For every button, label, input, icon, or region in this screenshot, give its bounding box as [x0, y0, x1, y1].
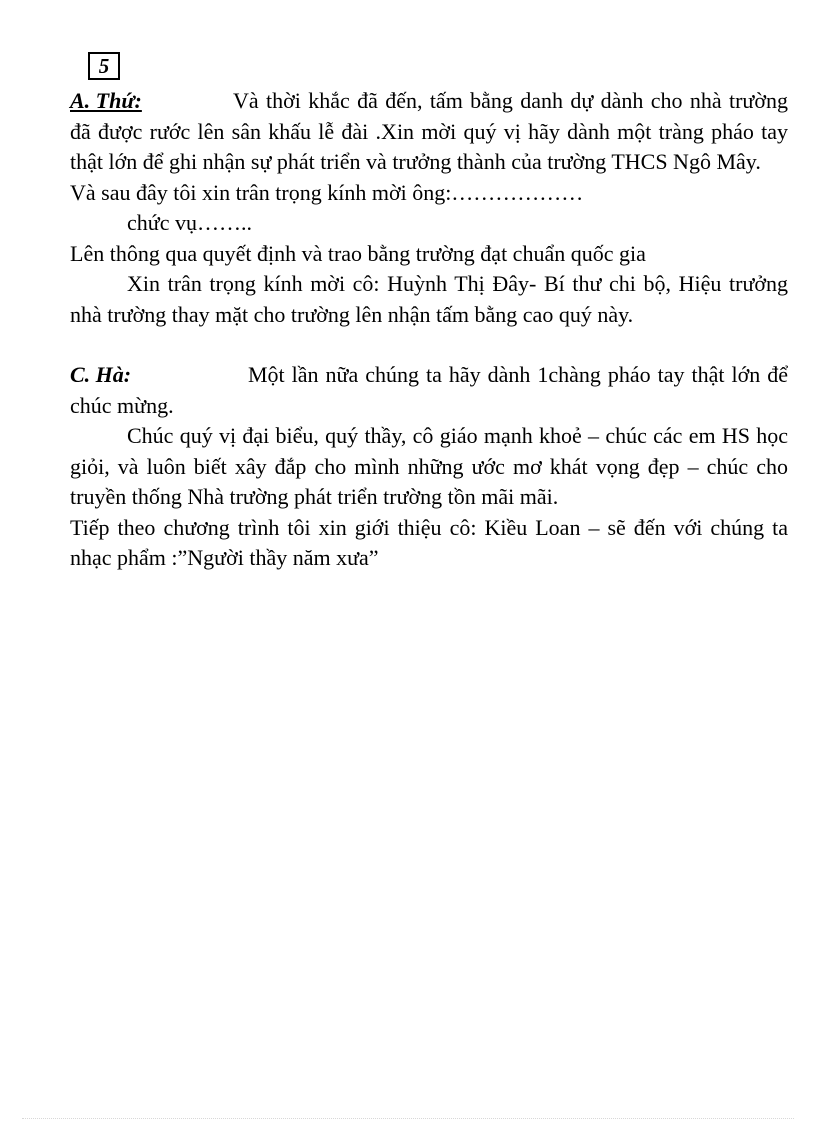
script-content — [70, 86, 788, 574]
page-number-box: 5 — [88, 52, 120, 80]
principal-invitation-paragraph: Xin trân trọng kính mời cô: Huỳnh Thị Đây- Bí thư chi bộ, Hiệu trưởng nhà trường thay mặt cho trường lên nhận tấm bằng cao quý này. — [70, 271, 788, 327]
speaker-c-label: C. Hà: — [70, 362, 132, 387]
performance-intro-paragraph: Tiếp theo chương trình tôi xin giới thiệu cô: Kiều Loan – sẽ đến với chúng ta nhạc phẩm :”Người thầy năm xưa” — [70, 514, 788, 570]
section-c-text: Một lần nữa chúng ta hãy dành 1chàng pháo tay thật lớn để chúc mừng. — [70, 362, 788, 418]
section-c-paragraph — [70, 360, 788, 421]
section-a-text: Và thời khắc đã đến, tấm bằng danh dự dành cho nhà trường đã được rước lên sân khấu lễ đài .Xin mời quý vị hãy dành một tràng pháo tay thật lớn để ghi nhận sự phát triển và trưởng thành của trường THCS Ngô Mây. — [70, 88, 788, 174]
position-line: chức vụ…….. — [127, 210, 252, 235]
decision-line: Lên thông qua quyết định và trao bằng trường đạt chuẩn quốc gia — [70, 240, 646, 266]
wishes-paragraph: Chúc quý vị đại biểu, quý thầy, cô giáo mạnh khoẻ – chúc các em HS học giỏi, và luôn biết xây đắp cho mình những ước mơ khát vọng đẹp – chúc cho truyền thống Nhà trường phát triển trường tồn mãi mãi. — [70, 423, 788, 509]
section-spacer — [70, 330, 788, 360]
invitation-line: Và sau đây tôi xin trân trọng kính mời ông:……………… — [70, 179, 584, 205]
section-a-paragraph — [70, 86, 788, 178]
speaker-a-label: A. Thứ: — [70, 88, 142, 113]
page-bottom-divider — [22, 1118, 794, 1119]
